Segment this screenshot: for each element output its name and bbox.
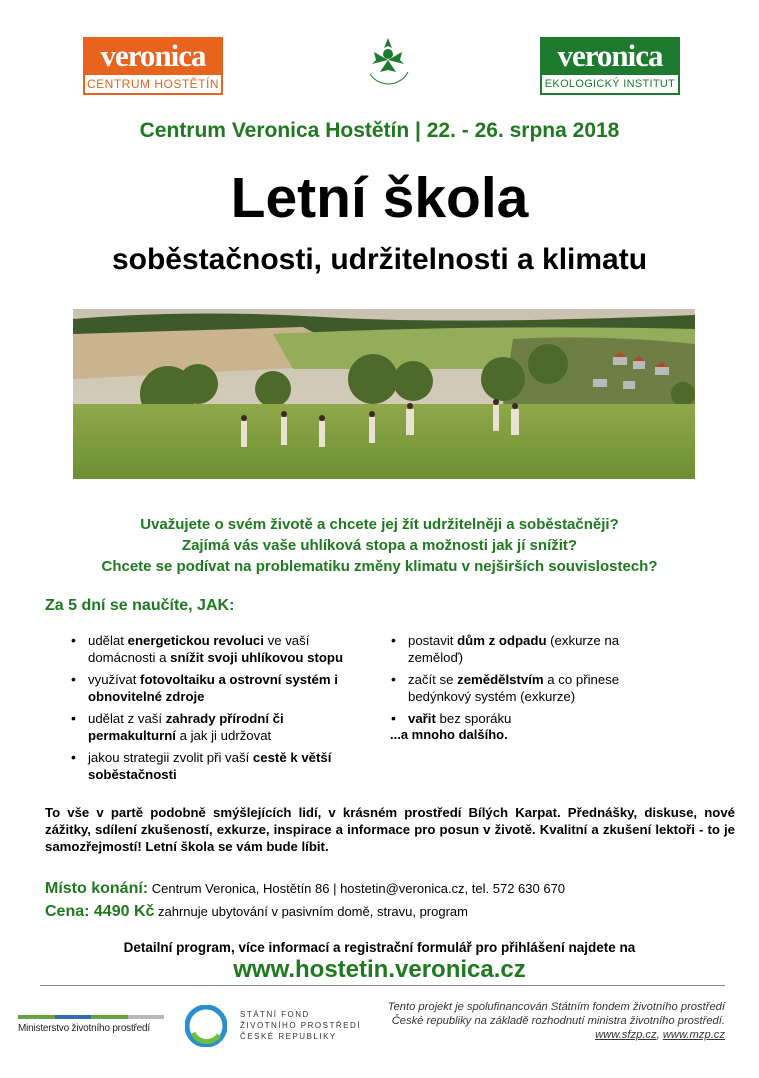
list-item: • postavit dům z odpadu (exkurze na zeměloď) [388,632,668,666]
question-line: Uvažujete o svém životě a chcete jej žít udržitelněji a soběstačněji? [140,516,619,533]
veronica-institute-logo [540,37,680,95]
logo-word: veronica [83,37,223,75]
skills-list-left [68,632,368,788]
sfzp-name: STÁTNÍ FOND ŽIVOTNÍHO PROSTŘEDÍ ČESKÉ REPUBLIKY [240,1010,361,1041]
website-link[interactable]: www.hostetin.veronica.cz [233,956,526,983]
question-line: Chcete se podívat na problematiku změny klimatu v nejširších souvislostech? [101,558,658,575]
list-item: • využívat fotovoltaiku a ostrovní systém i obnovitelné zdroje [68,671,368,705]
funding-text: Tento projekt je spolufinancován Státním fondem životního prostředí České republiky na základě rozhodnutí ministra životního prostředí. [387,1001,725,1027]
learn-heading [45,597,234,615]
price-value: zahrnuje ubytování v pasivním domě, stravu, program [154,904,468,919]
page-subtitle: soběstačnosti, udržitelnosti a klimatu [111,243,648,276]
price-label: Cena: [45,903,90,920]
description-paragraph: To vše v partě podobně smýšlejících lidí, v krásném prostředí Bílých Karpat. Přednášky, diskuse, nové zážitky, sdílení zkušeností, exkurze, inspirace a informace pro posun v životě. Kvalitní a zkušení lektoři - to je samozřejmostí! Letní škola se vám bude líbit. [45,805,735,854]
list-item: • začít se zemědělstvím a co přinese bedýnkový systém (exkurze) [388,671,668,705]
landscape-photo [73,309,695,479]
list-item: • udělat z vaší zahrady přírodní či permakulturní a jak ji udržovat [68,710,368,744]
sfzp-link[interactable]: www.sfzp.cz [595,1029,657,1041]
ministry-name: Ministerstvo životního prostředí [18,1023,150,1034]
ministry-bars [18,1015,164,1019]
list-item: • jakou strategii zvolit při vaší cestě k větší soběstačnosti [68,749,368,783]
price-line [45,903,468,921]
price-amount: 4490 Kč [89,903,155,920]
intro-questions [0,514,759,577]
mzp-link[interactable]: www.mzp.cz [662,1029,725,1041]
logo-subtitle: CENTRUM HOSTĚTÍN [83,75,223,95]
skills-list-right [388,632,668,732]
more-text: ...a mnoho dalšího. [390,727,508,742]
funding-note: Tento projekt je spolufinancován Státním fondem životního prostředí České republiky na základě rozhodnutí ministra životního prostředí. www.sfzp.cz, www.mzp.cz [387,1001,725,1041]
divider [40,985,725,986]
ministry-logo [18,1015,164,1034]
csop-logo [358,30,418,90]
page-title: Letní škola [230,166,529,230]
venue-line [45,880,565,898]
venue-value: Centrum Veronica, Hostětín 86 | hostetin@veronica.cz, tel. 572 630 670 [148,881,566,896]
veronica-hostetin-logo [83,37,223,95]
question-line: Zajímá vás vaše uhlíková stopa a možnosti jak jí snížit? [181,537,578,554]
learn-heading-text: a 5 dní se naučíte, JAK: [54,597,235,614]
learn-heading-initial: Z [45,597,55,614]
logo-word: veronica [540,37,680,75]
cta-text: Detailní program, více informací a registrační formulář pro přihlášení najdete na [123,940,636,955]
list-item: • vařit bez sporáku [388,710,668,727]
sfzp-logo-icon [185,1005,227,1047]
event-date-line: Centrum Veronica Hostětín | 22. - 26. srpna 2018 [139,119,620,142]
venue-label: Místo konání: [45,880,149,897]
list-item: • udělat energetickou revoluci ve vaší domácnosti a snížit svoji uhlíkovou stopu [68,632,368,666]
logo-subtitle: EKOLOGICKÝ INSTITUT [540,75,680,95]
